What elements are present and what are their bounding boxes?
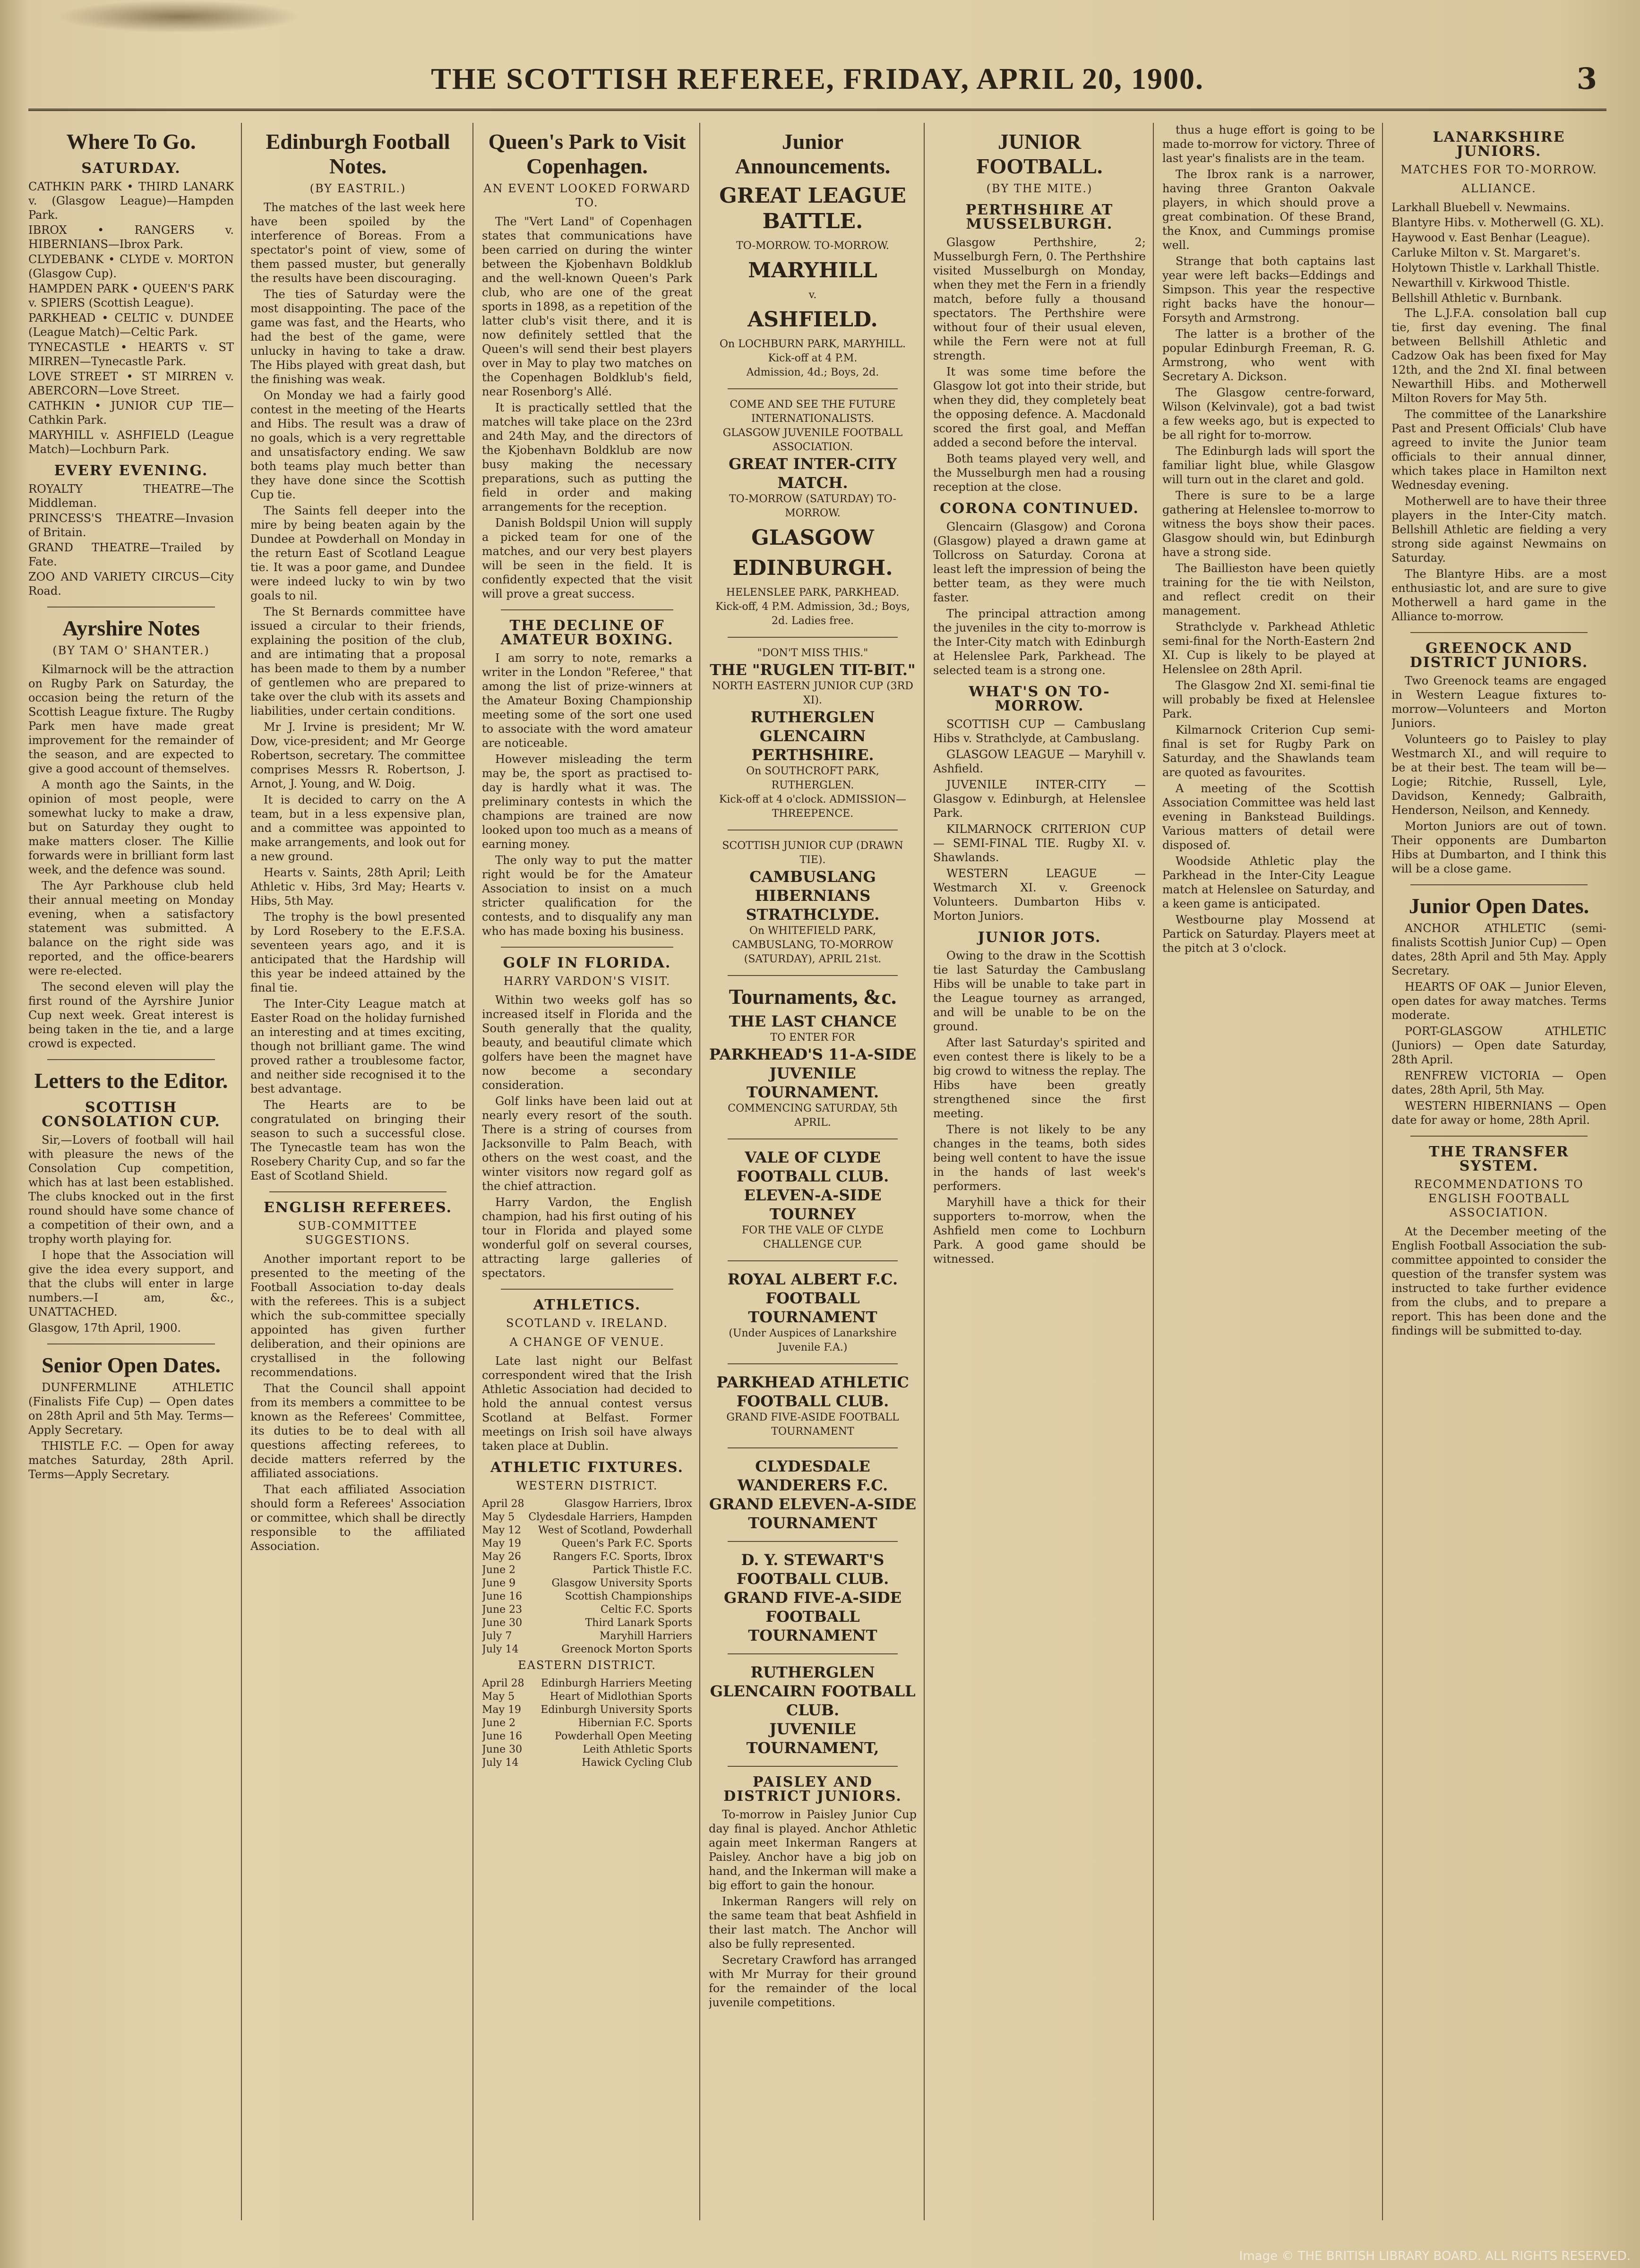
boxing-heading: THE DECLINE OF AMATEUR BOXING. — [500, 617, 674, 648]
edinburgh-paragraph: Mr J. Irvine is president; Mr W. Dow, vice-president; and Mr George Robertson, secretary. The committee comprises Messrs R. Robertson, J. Arnot, J. Young, and W. Doig. — [250, 720, 465, 790]
athletics-heading: ATHLETICS. — [533, 1297, 641, 1313]
tournament-title: VALE OF CLYDE FOOTBALL CLUB. — [736, 1148, 889, 1185]
column-rule — [1382, 123, 1383, 2220]
divider — [728, 1766, 898, 1767]
junior-paragraph: Glencairn (Glasgow) and Corona (Glasgow) played a drawn game at Tollcross on Saturday. Corona at least left the impression of being the better team, as they were much faster. — [933, 520, 1146, 604]
fixture-row — [482, 1617, 692, 1630]
where-item: PARKHEAD • CELTIC v. DUNDEE (League Match)—Celtic Park. — [28, 311, 234, 339]
letter-paragraph: Sir,—Lovers of football will hail with pleasure the news of the Consolation Cup competition, which has at last been established. The clubs knocked out in the first round should have some chance of a competition of their own, and a trophy worth playing for. — [28, 1133, 234, 1246]
ayrshire-paragraph: The Ayr Parkhouse club held their annual meeting on Monday evening, when a satisfactory statement was submitted. A balance on the right side was reported, and the office-bearers were re-elected. — [28, 879, 234, 977]
ad-team: ASHFIELD. — [747, 308, 878, 332]
eastern-sub: EASTERN DISTRICT. — [518, 1659, 656, 1672]
ad-versus: v. — [808, 289, 817, 301]
ayrshire-heading: Ayrshire Notes — [62, 616, 200, 640]
edinburgh-paragraph: The Inter-City League match at Easter Road on the holiday furnished an interesting and at times exciting, though not brilliant game. The wind proved rather a troublesome factor, and neither side recognised it to the best advantage. — [250, 997, 465, 1095]
fixture-date: June 2 — [482, 1717, 516, 1729]
where-item: HAMPDEN PARK • QUEEN'S PARK v. SPIERS (Scottish League). — [28, 282, 234, 309]
ad-title: SCOTTISH JUNIOR CUP (DRAWN TIE). — [722, 840, 903, 866]
junior-jots-sub: JUNIOR JOTS. — [978, 929, 1101, 946]
continued-paragraph: Westbourne play Mossend at Partick on Saturday. Players meet at the pitch at 3 o'clock. — [1162, 913, 1375, 955]
continued-paragraph: Strathclyde v. Parkhead Athletic semi-final for the North-Eastern 2nd XI. Cup is likely to be played at Helenslee on 28th April. — [1162, 620, 1375, 676]
edinburgh-paragraph: On Monday we had a fairly good contest in the meeting of the Hearts and Hibs. The result was a draw of no goals, which is a very regrettable and unsatisfactory ending. We saw both teams play much better than they have done since the Scottish Cup tie. — [250, 389, 465, 501]
match-item: Blantyre Hibs. v. Motherwell (G. XL). — [1391, 216, 1604, 229]
continued-paragraph: Kilmarnock Criterion Cup semi-final is set for Rugby Park on Saturday, and the Shawlands team are quoted as favourites. — [1162, 723, 1375, 779]
fixture-date: June 16 — [482, 1591, 523, 1602]
tournament-title: PARKHEAD ATHLETIC FOOTBALL CLUB. — [716, 1373, 909, 1410]
fixture-row — [482, 1537, 692, 1550]
letter-title: SCOTTISH CONSOLATION CUP. — [42, 1099, 221, 1130]
where-item: CLYDEBANK • CLYDE v. MORTON (Glasgow Cup). — [28, 253, 234, 280]
divider — [1410, 632, 1588, 633]
ad-pre: COME AND SEE THE FUTURE INTERNATIONALISTS. — [730, 399, 896, 425]
whats-on-sub: WHAT'S ON TO-MORROW. — [969, 684, 1110, 714]
fixture-date: July 14 — [482, 1757, 519, 1769]
column-3 — [482, 123, 692, 2220]
match-item: Larkhall Bluebell v. Newmains. — [1391, 201, 1571, 214]
ad-pre: "DON'T MISS THIS." — [757, 647, 868, 659]
masthead — [28, 57, 1606, 111]
lanarkshire-heading: LANARKSHIRE JUNIORS. — [1433, 129, 1565, 160]
golf-paragraph: Golf links have been laid out at nearly every resort of the south. There is a string of courses from Jacksonville to Palm Beach, with others on the west coast, and the winter visitors now regard golf as the chief attraction. — [482, 1095, 692, 1193]
where-item: LOVE STREET • ST MIRREN v. ABERCORN—Love Street. — [28, 370, 234, 397]
paisley-heading: PAISLEY AND DISTRICT JUNIORS. — [723, 1774, 902, 1805]
whats-on-item: KILMARNOCK CRITERION CUP — SEMI-FINAL TIE. Rugby XI. v. Shawlands. — [933, 822, 1146, 864]
junior-paragraph: It was some time before the Glasgow lot got into their stride, but when they did, they completely beat the opposing defence. A. Macdonald scored the first goal, and Meffan added a second before the interval. — [933, 365, 1146, 449]
paisley-paragraph: Inkerman Rangers will rely on the same team that beat Ashfield in their last match. The Anchor will also be fully represented. — [709, 1895, 917, 1951]
fixture-event: Hawick Cycling Club — [582, 1757, 692, 1769]
lanarkshire-sub: MATCHES FOR TO-MORROW. — [1400, 163, 1597, 176]
divider — [501, 1289, 673, 1290]
divider — [728, 1363, 898, 1364]
tournament-sub: GRAND FIVE-ASIDE FOOTBALL TOURNAMENT — [726, 1412, 899, 1438]
where-to-go-heading: Where To Go. — [66, 129, 196, 154]
fixture-event: Heart of Midlothian Sports — [550, 1691, 692, 1703]
ad-team: CAMBUSLANG HIBERNIANS — [749, 868, 876, 905]
junior-paragraph: Glasgow Perthshire, 2; Musselburgh Fern, 0. The Perthshire visited Musselburgh on Monday, when they met the Fern in a friendly match, before fully a thousand spectators. The Perthshire were without four of their usual eleven, while the Fern were not at full strength. — [933, 236, 1146, 362]
fixture-event: Partick Thistle F.C. — [592, 1564, 692, 1576]
english-referees-heading: ENGLISH REFEREES. — [263, 1199, 453, 1216]
ad-when: TO-MORROW. TO-MORROW. — [736, 240, 889, 252]
fixture-event: Maryhill Harriers — [599, 1630, 692, 1642]
divider — [728, 637, 898, 638]
open-date-item: WESTERN HIBERNIANS — Open date for away or home, 28th April. — [1391, 1099, 1606, 1127]
edinburgh-paragraph: The trophy is the bowl presented by Lord Rosebery to the E.F.S.A. seventeen years ago, and it is anticipated that the Hardship will this year be indeed attained by the final tie. — [250, 910, 465, 994]
boxing-paragraph: However misleading the term may be, the sport as practised to-day is hardly what it was. The preliminary contests in which the champions are trained are now looked upon too much as a means of earning money. — [482, 753, 692, 851]
corona-sub: CORONA CONTINUED. — [940, 500, 1139, 517]
tournament-title: PARKHEAD'S 11-A-SIDE JUVENILE TOURNAMENT. — [709, 1045, 917, 1101]
ad-team: STRATHCLYDE. — [746, 906, 880, 924]
golf-heading: GOLF IN FLORIDA. — [503, 955, 671, 971]
tournament-note: FOR THE VALE OF CLYDE CHALLENGE CUP. — [741, 1224, 884, 1250]
fixture-event: Clydesdale Harriers, Hampden — [528, 1511, 692, 1523]
edinburgh-paragraph: It is decided to carry on the A team, but in a less expensive plan, and a committee was appointed to make arrangements, and look out for a new ground. — [250, 793, 465, 863]
where-item: CATHKIN • JUNIOR CUP TIE—Cathkin Park. — [28, 399, 234, 427]
continued-paragraph: Strange that both captains last year were left backs—Eddings and Simpson. This year the respective right backs have the honour—Forsyth and Armstrong. — [1162, 255, 1375, 325]
column-rule — [1153, 123, 1154, 2220]
column-6 — [1162, 123, 1375, 2220]
whats-on-item: SCOTTISH CUP — Cambuslang Hibs v. Strathclyde, at Cambuslang. — [933, 718, 1146, 745]
fixture-event: Rangers F.C. Sports, Ibrox — [552, 1551, 692, 1563]
fixture-row — [482, 1730, 692, 1743]
divider — [269, 1191, 446, 1192]
fixture-row — [482, 1743, 692, 1756]
ad-team: EDINBURGH. — [732, 556, 893, 580]
divider — [728, 975, 898, 976]
fixture-event: Hibernian F.C. Sports — [578, 1717, 692, 1729]
junior-football-byline: (BY THE MITE.) — [986, 182, 1093, 195]
greenock-paragraph: Morton Juniors are out of town. Their opponents are Dumbarton Hibs at Dumbarton, and I think this will be a close game. — [1391, 820, 1606, 875]
fixture-row — [482, 1564, 692, 1577]
fixture-date: May 5 — [482, 1511, 515, 1523]
divider — [728, 1138, 898, 1139]
fixture-event: Leith Athletic Sports — [583, 1744, 692, 1755]
fixture-row — [482, 1756, 692, 1770]
whats-on-item: WESTERN LEAGUE — Westmarch XI. v. Greenock Volunteers. Dumbarton Hibs v. Morton Juniors. — [933, 867, 1146, 923]
athletics-sub: SCOTLAND v. IRELAND. — [506, 1317, 668, 1330]
ad-admission: Kick-off, 4 P.M. Admission, 3d.; Boys, 2d. Ladies free. — [715, 601, 910, 627]
fixture-date: April 28 — [482, 1498, 524, 1510]
column-rule — [699, 123, 700, 2220]
divider — [1410, 1136, 1588, 1137]
divider — [728, 1260, 898, 1261]
tournaments-heading: Tournaments, &c. — [729, 984, 897, 1009]
tournament-title: D. Y. STEWART'S FOOTBALL CLUB. GRAND FIVE-A-SIDE FOOTBALL TOURNAMENT — [724, 1551, 902, 1644]
edinburgh-byline: (BY EASTRIL.) — [309, 182, 406, 195]
junior-paragraph: There is not likely to be any changes in the teams, both sides being well content to have the issue in the hands of last week's performers. — [933, 1123, 1146, 1193]
ad-title: THE "RUGLEN TIT-BIT." — [710, 661, 916, 679]
queens-park-paragraph: Danish Boldspil Union will supply a picked team for one of the matches, and our very best players will be seen in the field. It is confidently expected that the visit will prove a great success. — [482, 516, 692, 600]
fixture-date: May 5 — [482, 1691, 515, 1703]
whats-on-item: JUVENILE INTER-CITY — Glasgow v. Edinburgh, at Helenslee Park. — [933, 778, 1146, 820]
fixture-date: June 23 — [482, 1604, 523, 1616]
greenock-paragraph: Two Greenock teams are engaged in Western League fixtures to-morrow—Volunteers and Morton Juniors. — [1391, 674, 1606, 730]
tournament-title: RUTHERGLEN GLENCAIRN FOOTBALL CLUB. — [710, 1663, 916, 1719]
continued-paragraph: thus a huge effort is going to be made to-morrow for victory. Three of last year's finalists are in the team. — [1162, 123, 1375, 165]
continued-paragraph: The latter is a brother of the popular Edinburgh Freeman, R. G. Armstrong, who went with Secretary A. Dickson. — [1162, 327, 1375, 383]
junior-paragraph: The principal attraction among the juveniles in the city to-morrow is the Inter-City match with Edinburgh at Helenslee Park, Parkhead. The selected team is a strong one. — [933, 607, 1146, 677]
fixture-event: Edinburgh Harriers Meeting — [541, 1677, 692, 1689]
english-paragraph: That the Council shall appoint from its members a committee to be known as the Referees' Committee, its duties to be to deal with all questions affecting referees, to decide matters referred by the affiliated associations. — [250, 1382, 465, 1480]
ayrshire-paragraph: The second eleven will play the first round of the Ayrshire Junior Cup next week. Great interest is being taken in the tie, and a large crowd is expected. — [28, 980, 234, 1050]
junior-paragraph: Both teams played very well, and the Musselburgh men had a rousing reception at the close. — [933, 452, 1146, 494]
fixture-event: Scottish Championships — [565, 1591, 692, 1602]
fixture-date: June 2 — [482, 1564, 516, 1576]
junior-paragraph: After last Saturday's spirited and even contest there is likely to be a big crowd to witness the replay. The Hibs have been greatly strengthened since the first meeting. — [933, 1036, 1146, 1120]
divider — [501, 947, 673, 948]
english-paragraph: Another important report to be presented to the meeting of the Football Association to-day deals with the referees. This is a subject which the sub-committee specially appointed has given further deliberation, and their opinions are crystallised in the following recommendations. — [250, 1252, 465, 1379]
senior-open-heading: Senior Open Dates. — [42, 1353, 221, 1377]
evening-item: ZOO AND VARIETY CIRCUS—City Road. — [28, 570, 234, 598]
divider — [728, 388, 898, 389]
letter-date: Glasgow, 17th April, 1900. — [28, 1321, 181, 1335]
divider — [728, 1447, 898, 1448]
queens-park-paragraph: The "Vert Land" of Copenhagen states that communications have been carried on during the winter between the Kjobenhavn Boldklub and the well-known Queen's Park club, who are one of the great sports in 1898, as a repetition of the latter club's visit there, and it is now definitely settled that the Queen's will send their best players over in May to play two matches on the Copenhagen Boldklub's field, near Rosenborg's Allé. — [482, 215, 692, 398]
continued-paragraph: There is sure to be a large gathering at Helenslee to-morrow to witness the boys show their paces. Glasgow should win, but Edinburgh have a strong side. — [1162, 489, 1375, 559]
fixture-date: July 7 — [482, 1630, 512, 1642]
continued-paragraph: The Glasgow 2nd XI. semi-final tie will probably be fixed at Helenslee Park. — [1162, 679, 1375, 720]
tournament-sub: ELEVEN-A-SIDE TOURNEY — [744, 1186, 882, 1223]
athletics-sub2: A CHANGE OF VENUE. — [509, 1335, 665, 1349]
evening-item: GRAND THEATRE—Trailed by Fate. — [28, 541, 234, 568]
saturday-heading: SATURDAY. — [81, 160, 181, 177]
senior-open-item: DUNFERMLINE ATHLETIC (Finalists Fife Cup) — Open dates on 28th April and 5th May. Terms—Apply Secretary. — [28, 1381, 234, 1437]
tournament-sub: JUVENILE TOURNAMENT, — [746, 1720, 879, 1757]
continued-paragraph: The Edinburgh lads will sport the familiar light blue, while Glasgow will turn out in the claret and gold. — [1162, 445, 1375, 486]
divider — [1410, 884, 1588, 885]
divider — [501, 609, 673, 610]
perthshire-sub: PERTHSHIRE AT MUSSELBURGH. — [965, 202, 1114, 232]
fixture-row — [482, 1643, 692, 1656]
match-item: Carluke Milton v. St. Margaret's. — [1391, 246, 1580, 259]
edinburgh-paragraph: The matches of the last week here have been spoiled by the interference of Boreas. From a spectator's point of view, some of them passed muster, but generally the results have been discouraging. — [250, 201, 465, 285]
fixture-date: June 16 — [482, 1730, 523, 1742]
fixture-event: Greenock Morton Sports — [561, 1643, 692, 1655]
fixture-event: Glasgow Harriers, Ibrox — [564, 1498, 692, 1510]
ad-venue: On WHITEFIELD PARK, CAMBUSLANG, TO-MORROW (SATURDAY), APRIL 21st. — [732, 925, 893, 965]
letter-paragraph: I hope that the Association will give the idea every support, and that the clubs will enter in large numbers.—I am, &c., UNATTACHED. — [28, 1249, 234, 1318]
junior-football-heading: JUNIOR FOOTBALL. — [976, 129, 1103, 178]
evening-item: ROYALTY THEATRE—The Middleman. — [28, 482, 234, 510]
fixture-date: June 9 — [482, 1577, 516, 1589]
fixture-row — [482, 1524, 692, 1537]
queens-park-heading: Queen's Park to Visit Copenhagen. — [488, 129, 686, 178]
golf-sub: HARRY VARDON'S VISIT. — [503, 975, 671, 988]
junior-open-dates-heading: Junior Open Dates. — [1408, 894, 1589, 918]
lanarkshire-paragraph: The L.J.F.A. consolation ball cup tie, first day evening. The final between Bellshill Athletic and Cadzow Oak has been fixed for May 12th, and the 2nd XI. final between Newarthill Hibs. and Motherwell Milton Rovers for May 5th. — [1391, 307, 1606, 405]
match-item: Holytown Thistle v. Larkhall Thistle. — [1391, 261, 1600, 274]
match-item: Haywood v. East Benhar (League). — [1391, 231, 1590, 244]
ad-team: GLASGOW — [751, 526, 874, 550]
open-date-item: PORT-GLASGOW ATHLETIC (Juniors) — Open date Saturday, 28th April. — [1391, 1025, 1606, 1066]
where-item: IBROX • RANGERS v. HIBERNIANS—Ibrox Park. — [28, 223, 234, 251]
fixture-row — [482, 1703, 692, 1717]
ayrshire-paragraph: Kilmarnock will be the attraction on Rugby Park on Saturday, the occasion being the return of the Scottish League fixture. The Rugby Park men have made great improvement for the remainder of the season, and are expected to give a good account of themselves. — [28, 663, 234, 775]
tournament-sub: TO ENTER FOR — [770, 1032, 855, 1044]
edinburgh-paragraph: The Hearts are to be congratulated on bringing their season to such a successful close. The Tynecastle team has won the Rosebery Charity Cup, and so far the East of Scotland Shield. — [250, 1098, 465, 1182]
fixture-date: May 26 — [482, 1551, 522, 1563]
transfer-sub: RECOMMENDATIONS TO ENGLISH FOOTBALL ASSOCIATION. — [1414, 1178, 1584, 1219]
fixture-event: Powderhall Open Meeting — [555, 1730, 692, 1742]
edinburgh-paragraph: The St Bernards committee have issued a circular to their friends, explaining the position of the club, and are intimating that a proposal has been made to them by a number of gentlemen who are prepared to take over the club with its assets and liabilities, under certain conditions. — [250, 605, 465, 718]
edinburgh-paragraph: The Saints fell deeper into the mire by being beaten again by the Dundee at Powderhall on Monday in the return East of Scotland League tie. It was a poor game, and Dundee were indeed lucky to win by two goals to nil. — [250, 504, 465, 602]
fixture-row — [482, 1550, 692, 1564]
ad-title: GREAT LEAGUE BATTLE. — [719, 184, 906, 233]
divider — [728, 1541, 898, 1542]
ad-venue: On SOUTHCROFT PARK, RUTHERGLEN. — [746, 765, 879, 791]
english-paragraph: That each affiliated Association should form a Referees' Association or committee, which shall be directly responsible to the affiliated Association. — [250, 1483, 465, 1553]
ayrshire-byline: (BY TAM O' SHANTER.) — [52, 644, 210, 657]
fixture-date: April 28 — [482, 1677, 524, 1689]
open-date-item: ANCHOR ATHLETIC (semi-finalists Scottish Junior Cup) — Open dates, 28th April and 5th May. Apply Secretary. — [1391, 922, 1606, 977]
divider — [728, 1653, 898, 1654]
continued-paragraph: The Ibrox rank is a narrower, having three Granton Oakvale players, in which should prove a great combination. Of these Brand, the Knox, and Cummings promise well. — [1162, 168, 1375, 252]
lanarkshire-paragraph: Motherwell are to have their three players in the Inter-City match. Bellshill Athletic are fielding a very strong side against Newmains on Saturday. — [1391, 495, 1606, 565]
ad-when: TO-MORROW (SATURDAY) TO-MORROW. — [729, 493, 897, 519]
ad-venue: On LOCHBURN PARK, MARYHILL. — [720, 338, 906, 350]
divider — [47, 1059, 215, 1060]
fixture-row — [482, 1577, 692, 1590]
paisley-paragraph: Secretary Crawford has arranged with Mr Murray for their ground for the remainder of the local juvenile competitions. — [709, 1953, 917, 2009]
fixture-row — [482, 1690, 692, 1703]
ad-title: GREAT INTER-CITY MATCH. — [729, 455, 897, 492]
fixtures-heading: ATHLETIC FIXTURES. — [490, 1459, 684, 1476]
match-item: Bellshill Athletic v. Burnbank. — [1391, 291, 1563, 305]
ad-admission: Admission, 4d.; Boys, 2d. — [746, 367, 879, 378]
continued-paragraph: The Baillieston have been quietly training for the tie with Neilston, and reflect credit on their management. — [1162, 562, 1375, 617]
tournament-title: CLYDESDALE WANDERERS F.C. GRAND ELEVEN-A-SIDE TOURNAMENT — [709, 1457, 917, 1532]
whats-on-item: GLASGOW LEAGUE — Maryhill v. Ashfield. — [933, 748, 1146, 775]
fixture-date: May 19 — [482, 1538, 522, 1549]
tournament-note: COMMENCING SATURDAY, 5th APRIL. — [728, 1103, 898, 1129]
ad-team: PERTHSHIRE. — [751, 746, 874, 764]
where-item: TYNECASTLE • HEARTS v. ST MIRREN—Tynecastle Park. — [28, 341, 234, 368]
greenock-heading: GREENOCK AND DISTRICT JUNIORS. — [1409, 640, 1588, 671]
greenock-paragraph: Volunteers go to Paisley to play Westmarch XI., and will require to be at their best. The team will be—Logie; Ritchie, Russell, Lyle, Davidson, Kennedy; Galbraith, Henderson, Neilson, and Kennedy. — [1391, 733, 1606, 817]
senior-open-item: THISTLE F.C. — Open for away matches Saturday, 28th April. Terms—Apply Secretary. — [28, 1439, 234, 1481]
ayrshire-paragraph: A month ago the Saints, in the opinion of most people, were somewhat lucky to make a draw, but on Saturday they ought to make matters closer. The Killie forwards were in brilliant form last week, and the defence was sound. — [28, 778, 234, 876]
ad-team: MARYHILL — [748, 258, 877, 282]
where-item: MARYHILL v. ASHFIELD (League Match)—Lochburn Park. — [28, 428, 234, 456]
column-2 — [250, 123, 465, 2220]
column-rule — [241, 123, 242, 2220]
evening-item: PRINCESS'S THEATRE—Invasion of Britain. — [28, 512, 234, 539]
open-date-item: RENFREW VICTORIA — Open dates, 28th April, 5th May. — [1391, 1069, 1606, 1096]
queens-park-paragraph: It is practically settled that the matches will take place on the 23rd and 24th May, and the directors of the Kjobenhavn Boldklub are now busy making the necessary preparations, such as putting the field in order and making arrangements for the reception. — [482, 401, 692, 514]
fixture-event: Edinburgh University Sports — [541, 1704, 692, 1716]
golf-paragraph: Harry Vardon, the English champion, had his first outing of his tour in Florida and played some wonderful golf on several courses, attracting large galleries of spectators. — [482, 1196, 692, 1280]
masthead-title: THE SCOTTISH REFEREE, FRIDAY, APRIL 20, 1900. — [431, 62, 1204, 95]
fixture-event: Third Lanark Sports — [585, 1617, 692, 1629]
transfer-heading: THE TRANSFER SYSTEM. — [1429, 1144, 1569, 1174]
column-1 — [28, 123, 234, 2220]
column-5 — [933, 123, 1146, 2220]
fixture-event: Celtic F.C. Sports — [601, 1604, 692, 1616]
column-4 — [709, 123, 917, 2220]
fixture-row — [482, 1677, 692, 1690]
edinburgh-paragraph: The ties of Saturday were the most disappointing. The pace of the game was fast, and the Hearts, who had the best of the game, were unlucky in having to take a draw. The Hibs played with great dash, but the finishing was weak. — [250, 288, 465, 386]
edinburgh-heading: Edinburgh Football Notes. — [266, 129, 450, 178]
fixture-row — [482, 1590, 692, 1603]
fixture-row — [482, 1498, 692, 1511]
english-referees-sub: SUB-COMMITTEE SUGGESTIONS. — [298, 1219, 418, 1247]
transfer-paragraph: At the December meeting of the English Football Association the sub-committee appointed to consider the question of the transfer system was instructed to take further evidence from the clubs, and to prepare a report. This has been done and the findings will be submitted to-day. — [1391, 1225, 1606, 1337]
queens-park-sub: AN EVENT LOOKED FORWARD TO. — [483, 182, 691, 209]
fixture-date: May 19 — [482, 1704, 522, 1716]
fixtures-list — [482, 1677, 692, 1770]
edinburgh-paragraph: Hearts v. Saints, 28th April; Leith Athletic v. Hibs, 3rd May; Hearts v. Hibs, 5th May. — [250, 866, 465, 907]
ad-kickoff: Kick-off at 4 P.M. — [768, 352, 858, 364]
tournament-pre: THE LAST CHANCE — [729, 1012, 897, 1030]
fixture-date: June 30 — [482, 1617, 523, 1629]
ad-team: RUTHERGLEN GLENCAIRN — [750, 708, 875, 745]
ad-desc: NORTH EASTERN JUNIOR CUP (3RD XI). — [712, 680, 913, 706]
lanarkshire-paragraph: The committee of the Lanarkshire Past and Present Officials' Club have agreed to invite the Junior team officials to their annual dinner, which takes place in Hamilton next Wednesday evening. — [1391, 408, 1606, 492]
page-stain — [57, 0, 302, 33]
fixture-date: July 14 — [482, 1643, 519, 1655]
lanarkshire-sub2: ALLIANCE. — [1461, 182, 1537, 195]
golf-paragraph: Within two weeks golf has so increased itself in Florida and the South generally that the quality, beauty, and beautiful climate which golfers have been the magnet have now become a secondary consideration. — [482, 993, 692, 1092]
open-date-item: HEARTS OF OAK — Junior Eleven, open dates for away matches. Terms moderate. — [1391, 980, 1606, 1022]
letters-heading: Letters to the Editor. — [34, 1069, 228, 1093]
copyright-credit: Image © THE BRITISH LIBRARY BOARD. ALL RIGHTS RESERVED. — [1239, 2249, 1631, 2263]
ad-note: Kick-off at 4 o'clock. ADMISSION—THREEPENCE. — [719, 794, 906, 820]
boxing-paragraph: I am sorry to note, remarks a writer in the London "Referee," that among the list of prize-winners at the Amateur Boxing Championship meeting some of the sort one used to associate with the word amateur are noticeable. — [482, 651, 692, 750]
fixture-date: June 30 — [482, 1744, 523, 1755]
junior-paragraph: Owing to the draw in the Scottish tie last Saturday the Cambuslang Hibs will be unable to take part in the League tourney as arranged, and will be unable to be on the ground. — [933, 949, 1146, 1033]
fixture-row — [482, 1717, 692, 1730]
junior-announcements-heading: Junior Announcements. — [735, 129, 891, 178]
fixtures-list — [482, 1498, 692, 1656]
continued-paragraph: A meeting of the Scottish Association Committee was held last evening in Bankstead Buildings. Various matters of detail were disposed of. — [1162, 782, 1375, 852]
column-rule — [472, 123, 473, 2220]
fixture-row — [482, 1511, 692, 1524]
fixture-date: May 12 — [482, 1524, 522, 1536]
fixture-event: Queen's Park F.C. Sports — [561, 1538, 692, 1549]
continued-paragraph: Woodside Athletic play the Parkhead in the Inter-City League match at Helenslee on Saturday, and a keen game is anticipated. — [1162, 855, 1375, 910]
tournament-note: (Under Auspices of Lanarkshire Juvenile F.A.) — [729, 1327, 897, 1353]
page-number: 3 — [1576, 61, 1597, 96]
ad-org: GLASGOW JUVENILE FOOTBALL ASSOCIATION. — [722, 427, 903, 453]
where-item: CATHKIN PARK • THIRD LANARK v. (Glasgow League)—Hampden Park. — [28, 180, 234, 222]
junior-paragraph: Maryhill have a thick for their supporters to-morrow, when the Ashfield men come to Lochburn Park. A good game should be witnessed. — [933, 1196, 1146, 1266]
boxing-paragraph: The only way to put the matter right would be for the Amateur Association to insist on a much stricter qualification for the contests, and to disqualify any man who has made boxing his business. — [482, 854, 692, 938]
continued-paragraph: The Glasgow centre-forward, Wilson (Kelvinvale), got a bad twist a few weeks ago, but is expected to be all right for to-morrow. — [1162, 386, 1375, 442]
match-item: Newarthill v. Kirkwood Thistle. — [1391, 276, 1570, 290]
column-7 — [1391, 123, 1606, 2220]
evening-heading: EVERY EVENING. — [54, 462, 208, 479]
column-rule — [924, 123, 925, 2220]
fixtures-sub: WESTERN DISTRICT. — [516, 1479, 658, 1492]
paisley-paragraph: To-morrow in Paisley Junior Cup day final is played. Anchor Athletic again meet Inkerman Rangers at Paisley. Anchor have a big job on hand, and the Inkerman will make a big effort to gain the honour. — [709, 1808, 917, 1892]
lanarkshire-paragraph: The Blantyre Hibs. are a most enthusiastic lot, and are sure to give Motherwell a hard game in the Alliance to-morrow. — [1391, 567, 1606, 623]
divider — [47, 607, 215, 608]
fixture-event: West of Scotland, Powderhall — [538, 1524, 692, 1536]
athletics-paragraph: Late last night our Belfast correspondent wired that the Irish Athletic Association had decided to hold the annual contest versus Scotland at Belfast. Former meetings on Irish soil have always taken place at Dublin. — [482, 1354, 692, 1453]
tournament-title: ROYAL ALBERT F.C. FOOTBALL TOURNAMENT — [727, 1270, 898, 1326]
fixture-row — [482, 1630, 692, 1643]
fixture-row — [482, 1603, 692, 1617]
ad-venue: HELENSLEE PARK, PARKHEAD. — [726, 587, 900, 599]
fixture-event: Glasgow University Sports — [551, 1577, 692, 1589]
